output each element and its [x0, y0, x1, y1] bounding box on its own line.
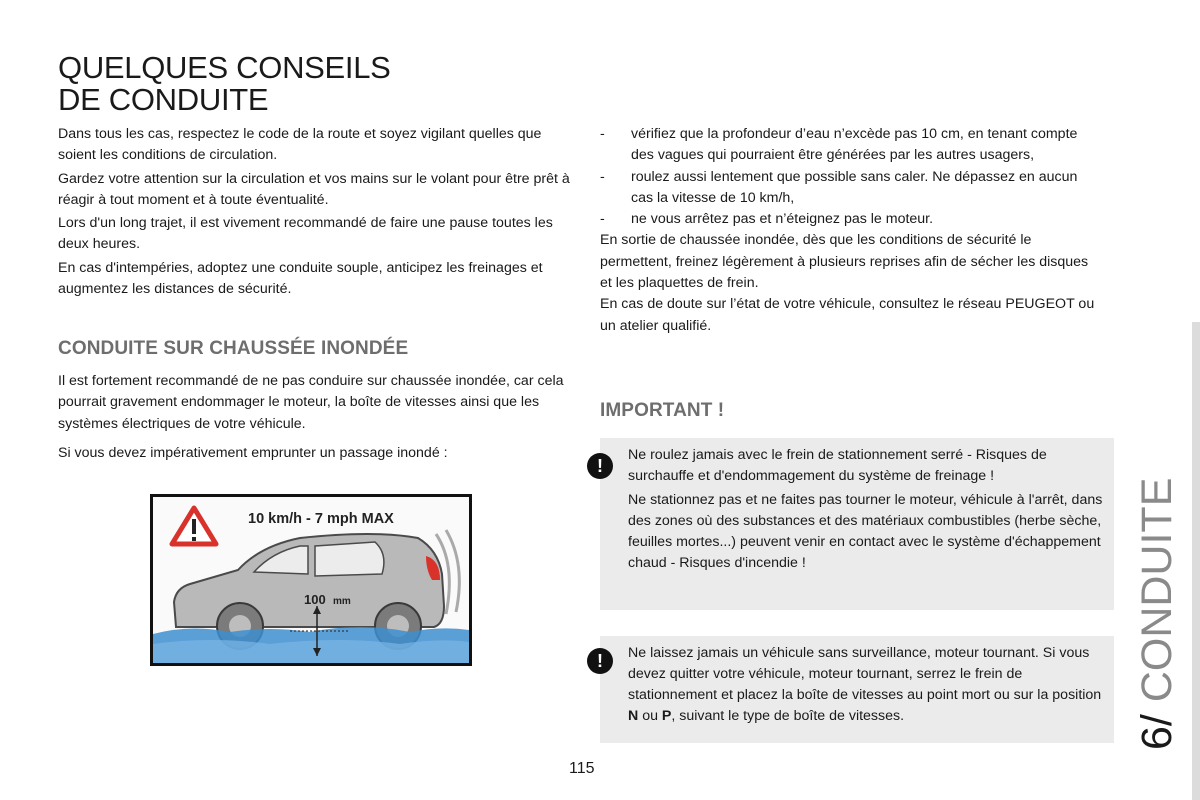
exclamation-icon: ! [587, 648, 613, 674]
gear-position-p: P [661, 708, 672, 724]
warning-box-parking-brake [597, 438, 1114, 610]
bullet-dash: - [600, 126, 605, 142]
flooded-road-heading: CONDUITE SUR CHAUSSÉE INONDÉE [58, 338, 409, 359]
warning-text-part: Ne laissez jamais un véhicule sans surveillance, moteur tournant. Si vous devez quitter votre véhicule, moteur tournant, serrez le frein de stationnement et placez la boîte de vitesses au point mort ou sur la position [628, 645, 1102, 703]
warning-text: Ne stationnez pas et ne faites pas tourner le moteur, véhicule à l'arrêt, dans des zones où des substances et des matériaux combustibles (herbe sèche, feuilles mortes...) peuvent venir en contact avec le système d'échappement chaud - Risques d'incendie ! [628, 492, 1103, 571]
list-item [600, 209, 1100, 230]
important-heading: IMPORTANT ! [600, 400, 725, 421]
exclamation-icon: ! [587, 453, 613, 479]
warning-text-part: , suivant le type de boîte de vitesses. [671, 708, 905, 724]
page-title-line1: QUELQUES CONSEILS [58, 50, 391, 85]
intro-paragraph: Dans tous les cas, respectez le code de la route et soyez vigilant quelles que soient les conditions de circulation. [58, 126, 542, 164]
list-item [600, 124, 1100, 167]
intro-paragraph: En cas d'intempéries, adoptez une conduite souple, anticipez les freinages et augmentez les distances de sécurité. [58, 259, 543, 298]
gear-position-n: N [628, 708, 639, 724]
speed-limit-label: 10 km/h - 7 mph MAX [248, 511, 394, 527]
vehicle-doubt-paragraph: En cas de doute sur l’état de votre véhicule, consultez le réseau PEUGEOT ou un atelier qualifié. [600, 296, 1095, 334]
flooded-warning-paragraph: Il est fortement recommandé de ne pas conduire sur chaussée inondée, car cela pourrait gravement endommager le moteur, la boîte de vitesses ainsi que les systèmes électriques de votre véhicule. [58, 373, 564, 432]
chapter-number: 6/ [1133, 714, 1181, 750]
flooded-road-illustration [150, 494, 472, 666]
chapter-label [1112, 477, 1200, 750]
page-number: 115 [569, 760, 595, 777]
flooded-instructions [600, 124, 1100, 337]
list-item [600, 167, 1100, 210]
warning-text [628, 643, 1103, 727]
flooded-instruction-paragraph: Si vous devez impérativement emprunter un passage inondé : [58, 445, 448, 461]
intro-paragraph: Gardez votre attention sur la circulation et vos mains sur le volant pour être prêt à réagir à tout moment et à toute éventualité. [58, 170, 570, 208]
bullet-text: ne vous arrêtez pas et n’éteignez pas le moteur. [631, 211, 934, 228]
chapter-name: CONDUITE [1133, 477, 1181, 715]
depth-value: 100 [304, 592, 326, 607]
bullet-dash: - [600, 168, 605, 185]
page-title [58, 52, 391, 116]
water-level [153, 627, 469, 663]
warning-text-part: ou [638, 708, 662, 724]
bullet-text: roulez aussi lentement que possible sans caler. Ne dépassez en aucun cas la vitesse de 10 km/h, [631, 168, 1078, 206]
after-flood-paragraph: En sortie de chaussée inondée, dès que les conditions de sécurité le permettent, freinez légèrement à plusieurs reprises afin de sécher les disques et les plaquettes de frein. [600, 232, 1089, 292]
warning-text: Ne roulez jamais avec le frein de stationnement serré - Risques de surchauffe et d'endommagement du système de freinage ! [628, 447, 1047, 484]
intro-paragraph: Lors d'un long trajet, il est vivement recommandé de faire une pause toutes les deux heures. [58, 215, 553, 253]
bullet-text: vérifiez que la profondeur d’eau n’excède pas 10 cm, en tenant compte des vagues qui pourraient être générées par les autres usagers, [631, 126, 1078, 164]
bullet-dash: - [600, 211, 605, 228]
intro-section [58, 124, 578, 302]
warning-box-unattended-vehicle [597, 636, 1114, 743]
depth-unit: mm [333, 596, 351, 607]
page-title-line2: DE CONDUITE [58, 82, 269, 117]
